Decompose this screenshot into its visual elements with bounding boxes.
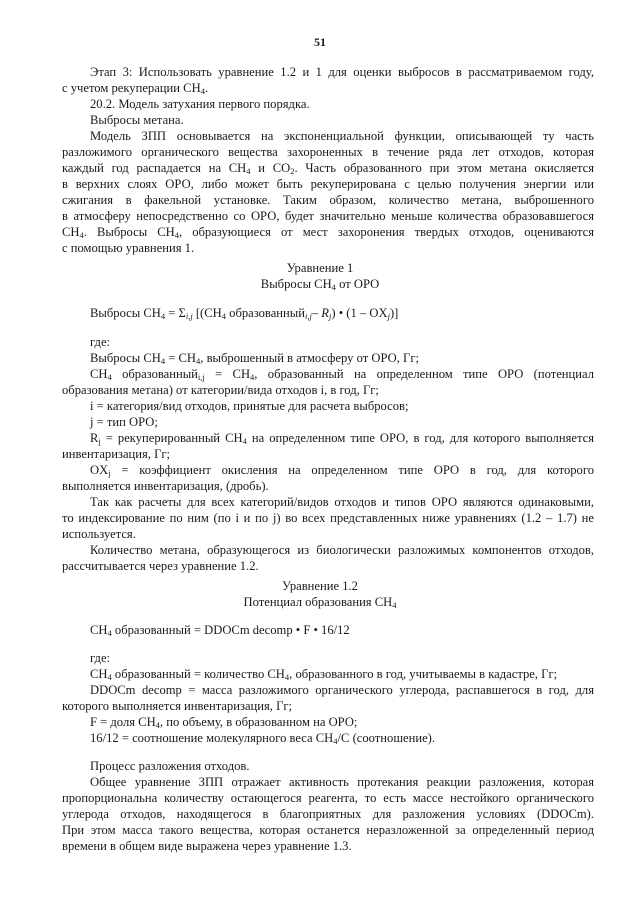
decomposition-heading: Процесс разложения отходов. bbox=[90, 759, 250, 773]
def-ddocm-cont: которого выполняется инвентаризация, Гг; bbox=[62, 699, 293, 713]
section-title: 20.2. Модель затухания первого порядка. bbox=[90, 97, 310, 111]
equation-1-2-formula: $CH_4$ образованный = DDOCm decomp • F • 16/12 bbox=[90, 623, 350, 638]
decomposition-line-4: При этом масса такого вещества, которая останется неразложенной за определенный период bbox=[62, 823, 594, 837]
model-para-line-1: Модель ЗПП основывается на экспоненциальной функции, описывающей ту часть bbox=[90, 129, 594, 143]
equation-1-formula: Выбросы $CH_4 = \Sigma_{i,j}$ [($CH_4$ образованный$_{i,j}$– $R_j$) • $(1 - OX_j)$] bbox=[90, 306, 399, 321]
model-para-line-3: каждый год распадается на $CH_4$ и $CO_2$. Часть образованного при этом метана окисляется bbox=[62, 161, 594, 176]
model-para-line-7: $CH_4$. Выбросы $CH_4$, образующиеся от мест захоронения твердых отходов, оцениваются bbox=[62, 225, 594, 240]
subheading-methane: Выбросы метана. bbox=[90, 113, 184, 127]
model-para-line-6: в атмосферу непосредственно со ОРО, будет значительно меньше количества образовавшегося bbox=[62, 209, 594, 223]
decomposition-line-5: времени в общем виде выражена через уравнение 1.3. bbox=[62, 839, 352, 853]
def-ddocm: DDOCm decomp = масса разложимого органического углерода, распавшегося в год, для bbox=[90, 683, 594, 697]
def-emissions: Выбросы $CH_4 = CH_4$, выброшенный в атмосферу от ОРО, Гг; bbox=[90, 351, 419, 366]
def-ch4-formed-2: $CH_4$ образованный = количество $CH_4$, образованного в год, учитываемы в кадастре, Гг; bbox=[90, 667, 558, 682]
equation-1-title: Уравнение 1 bbox=[286, 261, 354, 275]
def-r: $R_j$ = рекуперированный $CH_4$ на определенном типе ОРО, в год, для которого выполняется bbox=[90, 431, 594, 446]
def-ch4-formed-cont: образования метана) от категории/вида отходов i, в год, Гг; bbox=[62, 383, 379, 397]
def-ratio: 16/12 = соотношение молекулярного веса $CH_4/C$ (соотношение). bbox=[90, 731, 436, 746]
indexing-para-line-3: используется. bbox=[62, 527, 136, 541]
stage3-line-1: Этап 3: Использовать уравнение 1.2 и 1 для оценки выбросов в рассматриваемом году, bbox=[90, 65, 594, 79]
def-ox: $OX_j$ = коэффициент окисления на определенном типе ОРО в год, для которого bbox=[90, 463, 594, 478]
def-f: F = доля $CH_4$, по объему, в образованном на ОРО; bbox=[90, 715, 358, 730]
def-r-cont: инвентаризация, Гг; bbox=[62, 447, 171, 461]
model-para-line-4: в верхних слоях ОРО, либо может быть рекуперирована с целью получения энергии или bbox=[62, 177, 594, 191]
where-label-1: где: bbox=[90, 335, 111, 349]
equation-1-2-subtitle: Потенциал образования $CH_4$ bbox=[243, 595, 397, 610]
where-label-2: где: bbox=[90, 651, 111, 665]
indexing-para-line-1: Так как расчеты для всех категорий/видов отходов и типов ОРО являются одинаковыми, bbox=[90, 495, 594, 509]
def-ch4-formed: $CH_4$ образованный$_{i,j}$ = $CH_4$, образованный на определенном типе ОРО (потенциал bbox=[90, 367, 594, 382]
def-j: j = тип ОРО; bbox=[90, 415, 158, 429]
model-para-line-5: сжигания в факельной установке. Таким образом, количество метана, выброшенного bbox=[62, 193, 594, 207]
decomposition-line-3: углерода отходов, находящегося в благоприятных для разложения условиях (DDOCm). bbox=[62, 807, 594, 821]
model-para-line-2: разложимого органического вещества захороненных в течение ряда лет отходов, которая bbox=[62, 145, 594, 159]
indexing-para-line-2: то индексирование по ним (по i и по j) во всех представленных ниже уравнениях (1.2 – 1.7) не bbox=[62, 511, 594, 525]
page-number: 51 bbox=[314, 35, 326, 49]
equation-1-2-title: Уравнение 1.2 bbox=[282, 579, 358, 593]
quantity-para-line-1: Количество метана, образующегося из биологически разложимых компонентов отходов, bbox=[90, 543, 594, 557]
model-para-line-8: с помощью уравнения 1. bbox=[62, 241, 195, 255]
decomposition-line-1: Общее уравнение ЗПП отражает активность протекания реакции разложения, которая bbox=[90, 775, 594, 789]
decomposition-line-2: пропорциональна количеству остающегося реагента, то есть массе нестойкого органического bbox=[62, 791, 594, 805]
equation-1-subtitle: Выбросы $CH_4$ от ОРО bbox=[260, 277, 380, 292]
def-i: i = категория/вид отходов, принятые для расчета выбросов; bbox=[90, 399, 409, 413]
def-ox-cont: выполняется инвентаризация, (дробь). bbox=[62, 479, 269, 493]
quantity-para-line-2: рассчитывается через уравнение 1.2. bbox=[62, 559, 259, 573]
stage3-line-2: с учетом рекуперации $CH_4$. bbox=[62, 81, 209, 96]
